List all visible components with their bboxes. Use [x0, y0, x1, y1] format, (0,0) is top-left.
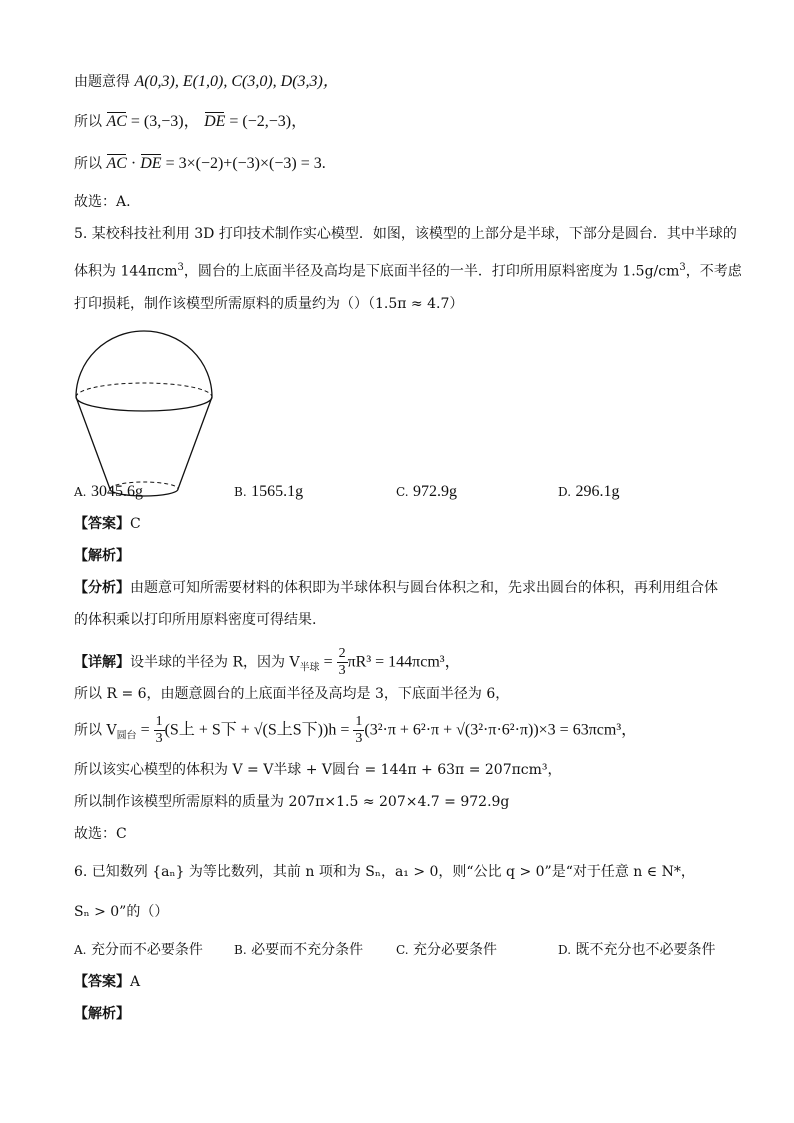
subscript: 圆台 [116, 730, 137, 742]
denominator: 3 [338, 663, 346, 678]
frustum-left-edge [76, 397, 110, 489]
option-label: B. [234, 943, 247, 957]
option-label: C. [396, 485, 409, 499]
vector-ac: AC [106, 155, 127, 172]
q6-stem-line2: Sₙ > 0”的（） [74, 904, 169, 920]
option-label: B. [234, 485, 247, 499]
option-value: 充分而不必要条件 [90, 942, 203, 958]
q6-answer [74, 972, 140, 992]
q5-option-b [234, 482, 303, 502]
math-result: = 3×(−2)+(−3)×(−3) = 3. [161, 155, 326, 172]
solution-line-dot-product [74, 154, 326, 174]
text: ，圆台的上底面半径及高均是下底面半径的一半．打印所用原料密度为 1.5g/cm [183, 263, 680, 280]
math: πR³ = 144πcm³， [347, 653, 461, 671]
q5-detail-line3: 所以 $V_{圆台}$ = $\frac{1}{3}$ (S上 + S下 + √(S上S下))h = $\frac{1}{3}$ (3²·π + 6²·π + √(3²·π·6²·π))×3 = 63πcm³， [74, 714, 638, 746]
q5-detail-line1 [74, 646, 461, 679]
math-ac-value: = (3,−3)， [126, 113, 200, 130]
fraction-2-3 [337, 646, 348, 679]
answer-value: A [130, 974, 141, 990]
answer-tag: 【答案】 [74, 974, 130, 990]
numerator: 1 [155, 714, 163, 729]
q6-analysis-tag: 【解析】 [74, 1006, 130, 1022]
option-value: 1565.1g [251, 483, 304, 500]
subscript: 半球 [299, 662, 320, 674]
vector-ac: AC [106, 113, 127, 130]
frustum-right-edge [178, 397, 212, 489]
text: 体积为 144πcm [74, 263, 178, 280]
answer-value: C [130, 516, 141, 532]
math: (S上 + S下 + √(S上S下))h = [164, 721, 354, 739]
option-label: D. [558, 943, 572, 957]
vector-de: DE [140, 155, 162, 172]
q5-detail-line6: 故选：C [74, 826, 127, 842]
option-value: 既不充分也不必要条件 [575, 942, 716, 958]
q5-detail-line2: 所以 R = 6，由题意圆台的上底面半径及高均是 3，下底面半径为 6， [74, 686, 510, 702]
q5-stem-line2 [74, 258, 742, 282]
solution-choice: 故选：A. [74, 194, 131, 210]
text: 所以 [74, 156, 102, 172]
q5-fenxi-line2: 的体积乘以打印所用原料密度可得结果. [74, 612, 317, 628]
option-value: 3045.6g [90, 483, 143, 500]
option-value: 必要而不充分条件 [251, 942, 364, 958]
option-label: C. [396, 943, 409, 957]
solution-line-vectors [74, 112, 307, 132]
fraction-1-3 [353, 714, 364, 747]
math-de-value: = (−2,−3)， [225, 113, 308, 130]
q6-option-c [396, 940, 497, 960]
superscript: 3 [679, 262, 686, 273]
q5-stem-line1: 5. 某校科技社利用 3D 打印技术制作实心模型．如图，该模型的上部分是半球，下部分是圆台．其中半球的 [74, 226, 737, 242]
detail-tag: 【详解】 [74, 654, 130, 671]
superscript: 3 [177, 262, 184, 273]
q5-detail-line4: 所以该实心模型的体积为 V = V半球 + V圆台 = 144π + 63π = 207πcm³， [74, 762, 562, 778]
q5-detail-line5: 所以制作该模型所需原料的质量为 207π×1.5 ≈ 207×4.7 = 972.9g [74, 794, 510, 810]
math-dot: · [126, 155, 141, 172]
math-coords: A(0,3), E(1,0), C(3,0), D(3,3)， [134, 73, 339, 90]
q5-option-d [558, 482, 619, 502]
text: 所以 V [74, 722, 117, 739]
base-ellipse-back [76, 383, 212, 397]
q5-option-c [396, 482, 457, 502]
q6-stem-line1: 6. 已知数列 {aₙ} 为等比数列，其前 n 项和为 Sₙ，a₁ > 0，则“公比 q > 0”是“对于任意 n ∈ N*， [74, 864, 695, 880]
option-label: A. [74, 943, 87, 957]
text: ，不考虑 [685, 263, 742, 280]
text: 所以 [74, 114, 102, 130]
text: 由题意得 [74, 74, 130, 90]
q6-option-b [234, 940, 363, 960]
q6-option-a [74, 940, 203, 960]
text: 设半球的半径为 R，因为 V [130, 654, 300, 671]
q5-option-a [74, 482, 143, 502]
answer-tag: 【答案】 [74, 516, 130, 532]
q5-stem-line3: 打印损耗，制作该模型所需原料的质量约为（）（1.5π ≈ 4.7） [74, 296, 464, 312]
q6-option-d [558, 940, 715, 960]
math: = [319, 653, 337, 671]
option-label: A. [74, 485, 87, 499]
vector-de: DE [204, 113, 226, 130]
solution-line-coords [74, 72, 339, 92]
option-value: 972.9g [413, 483, 458, 500]
denominator: 3 [155, 731, 163, 746]
option-value: 充分必要条件 [413, 942, 498, 958]
q5-fenxi-line1 [74, 578, 718, 598]
q5-analysis-tag: 【解析】 [74, 548, 130, 564]
base-ellipse-front [76, 397, 212, 411]
fraction-1-3 [154, 714, 165, 747]
option-value: 296.1g [575, 483, 620, 500]
fenxi-tag: 【分析】 [74, 580, 130, 596]
numerator: 1 [355, 714, 363, 729]
text: 由题意可知所需要材料的体积即为半球体积与圆台体积之和，先求出圆台的体积，再利用组合体 [130, 580, 718, 596]
numerator: 2 [338, 646, 346, 661]
denominator: 3 [355, 731, 363, 746]
q5-answer [74, 514, 141, 534]
option-label: D. [558, 485, 572, 499]
math: (3²·π + 6²·π + √(3²·π·6²·π))×3 = 63πcm³， [364, 721, 638, 739]
